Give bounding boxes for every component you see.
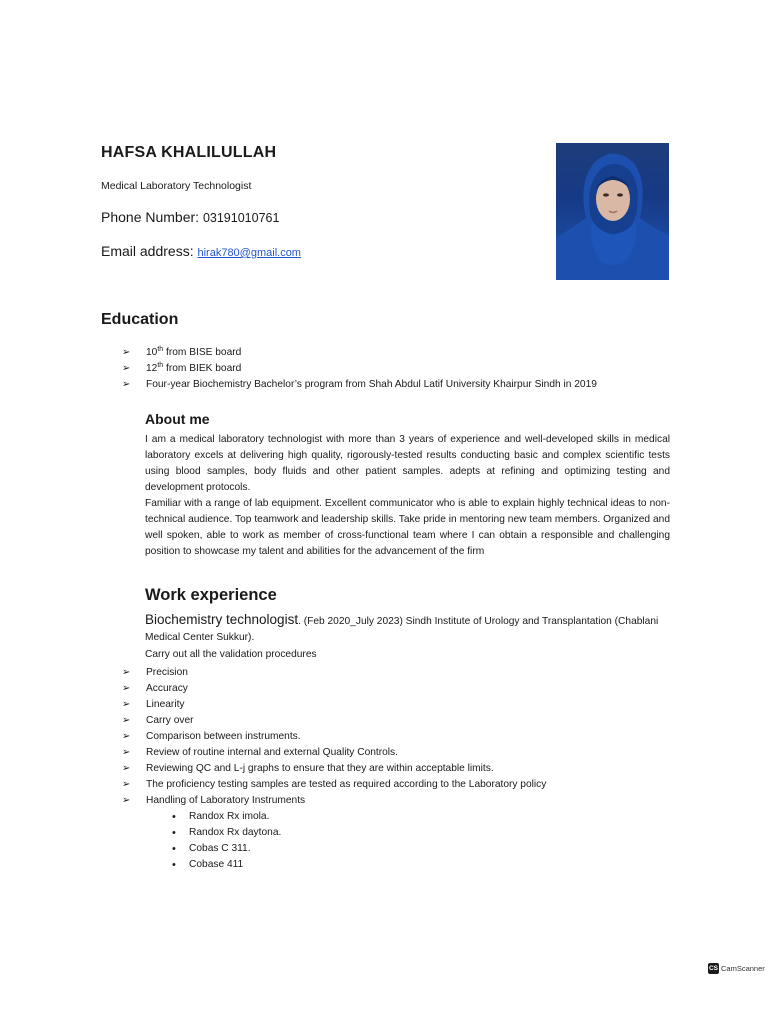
camscanner-label: CamScanner bbox=[721, 964, 765, 973]
duty-item: ➢ Accuracy bbox=[101, 681, 681, 697]
job-details: . (Feb 2020_July 2023) Sindh Institute of Urology and Transplantation (Chablani Medical Center Sukkur). bbox=[145, 616, 659, 643]
about-heading: About me bbox=[145, 411, 210, 427]
duty-item: ➢ Handling of Laboratory Instruments bbox=[101, 793, 681, 809]
duty-item: ➢ Precision bbox=[101, 665, 681, 681]
job-role: Biochemistry technologist bbox=[145, 612, 299, 627]
camscanner-watermark bbox=[708, 963, 765, 974]
phone-value: 03191010761 bbox=[202, 211, 280, 225]
about-paragraph: I am a medical laboratory technologist with more than 3 years of experience and well-developed skills in medical laboratory excels at delivering high quality, rigorously-tested results conducting basic and complex scientific tests using blood samples, body fluids and other patient samples. adepts at refining and optimizing testing and development protocols. bbox=[145, 434, 670, 493]
instrument-item: • Cobase 411 bbox=[101, 857, 501, 873]
education-item: ➢ 10th from BISE board bbox=[101, 345, 681, 361]
profile-photo-illustration bbox=[556, 143, 669, 280]
profile-photo bbox=[556, 143, 669, 280]
instrument-item: • Randox Rx daytona. bbox=[101, 825, 501, 841]
camscanner-logo-icon: CS bbox=[708, 965, 719, 972]
education-heading: Education bbox=[101, 311, 179, 328]
job-title: Medical Laboratory Technologist bbox=[101, 180, 252, 192]
work-intro: Carry out all the validation procedures bbox=[145, 649, 317, 660]
duty-item: ➢ Comparison between instruments. bbox=[101, 729, 681, 745]
education-item: ➢ 12th from BIEK board bbox=[101, 361, 681, 377]
about-body bbox=[145, 432, 670, 560]
email-row bbox=[101, 243, 301, 259]
duty-item: ➢ Carry over bbox=[101, 713, 681, 729]
about-paragraph: Familiar with a range of lab equipment. Excellent communicator who is able to explain highly technical ideas to non-technical audience. Top teamwork and leadership skills. Take pride in mentoring new team members. Organized and well spoken, able to work as member of cross-functional team where I can obtain a responsible and challenging position to showcase my talent and abilities for the advancement of the firm bbox=[145, 498, 670, 557]
work-heading: Work experience bbox=[145, 586, 277, 604]
education-list bbox=[101, 345, 681, 393]
duty-item: ➢ The proficiency testing samples are tested as required according to the Laboratory policy bbox=[101, 777, 681, 793]
duty-item: ➢ Linearity bbox=[101, 697, 681, 713]
job-entry bbox=[145, 612, 675, 646]
candidate-name: HAFSA KHALILULLAH bbox=[101, 144, 277, 161]
education-item: ➢ Four-year Biochemistry Bachelor’s program from Shah Abdul Latif University Khairpur Sindh in 2019 bbox=[101, 377, 681, 393]
work-duties-list bbox=[101, 665, 681, 809]
instrument-list bbox=[101, 809, 501, 873]
email-link[interactable]: hirak780@gmail.com bbox=[197, 247, 301, 259]
email-label: Email address: bbox=[101, 243, 194, 259]
instrument-item: • Randox Rx imola. bbox=[101, 809, 501, 825]
phone-row bbox=[101, 209, 279, 225]
instrument-item: • Cobas C 311. bbox=[101, 841, 501, 857]
duty-item: ➢ Reviewing QC and L-j graphs to ensure that they are within acceptable limits. bbox=[101, 761, 681, 777]
duty-item: ➢ Review of routine internal and external Quality Controls. bbox=[101, 745, 681, 761]
phone-label: Phone Number: bbox=[101, 209, 200, 225]
